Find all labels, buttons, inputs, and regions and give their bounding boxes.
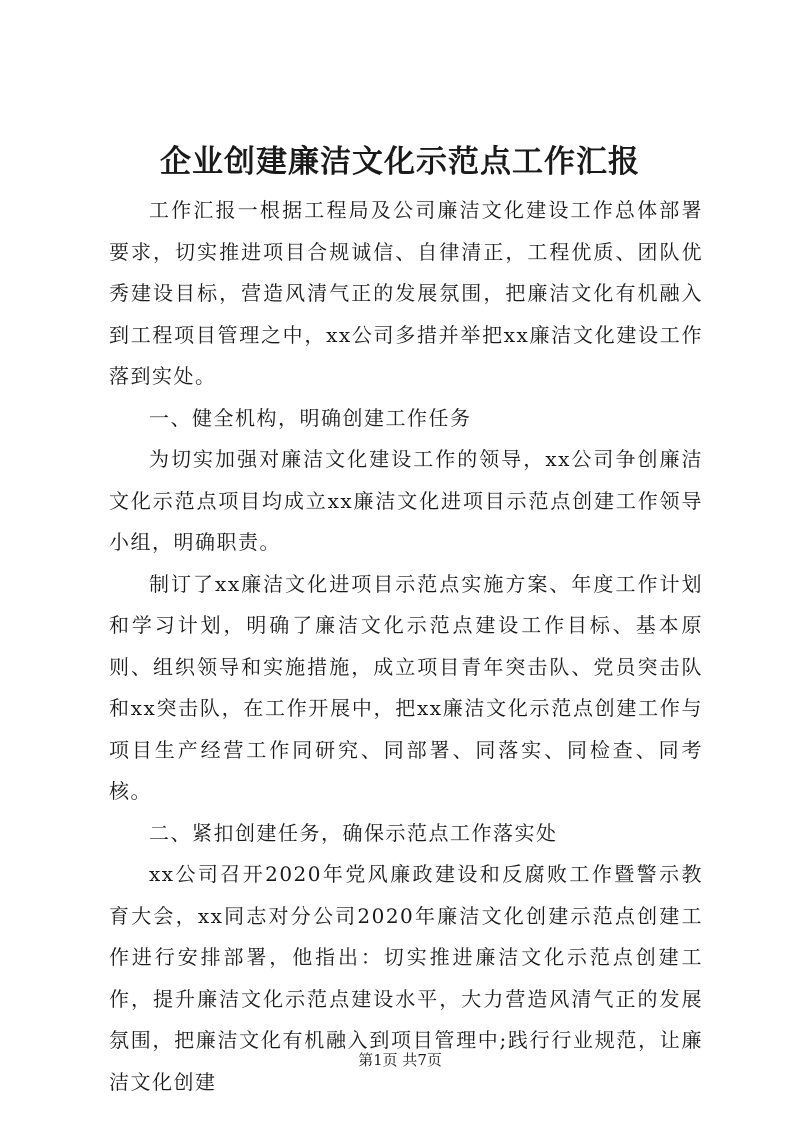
paragraph-intro: 工作汇报一根据工程局及公司廉洁文化建设工作总体部署要求，切实推进项目合规诚信、自律清正，工程优质、团队优秀建设目标，营造风清气正的发展氛围，把廉洁文化有机融入到工程项目管理之中，xx公司多措并举把xx廉洁文化建设工作落到实处。 — [109, 198, 703, 388]
document-title: 企业创建廉洁文化示范点工作汇报 — [160, 144, 640, 180]
page-number-footer: 第1页 共7页 — [358, 1051, 442, 1069]
paragraph: xx公司召开2020年党风廉政建设和反腐败工作暨警示教育大会，xx同志对分公司2020年廉洁文化创建示范点创建工作进行安排部署，他指出：切实推进廉洁文化示范点创建工作，提升廉洁文化示范点建设水平，大力营造风清气正的发展氛围，把廉洁文化有机融入到项目管理中;践行行业规范，让廉洁文化创建 — [109, 862, 703, 1094]
document-body — [109, 190, 703, 1103]
paragraph: 制订了xx廉洁文化进项目示范点实施方案、年度工作计划和学习计划，明确了廉洁文化示范点建设工作目标、基本原则、组织领导和实施措施，成立项目青年突击队、党员突击队和xx突击队，在工作开展中，把xx廉洁文化示范点创建工作与项目生产经营工作同研究、同部署、同落实、同检查、同考核。 — [109, 571, 703, 803]
paragraph: 为切实加强对廉洁文化建设工作的领导，xx公司争创廉洁文化示范点项目均成立xx廉洁文化进项目示范点创建工作领导小组，明确职责。 — [109, 447, 703, 554]
section-heading-2: 二、紧扣创建任务，确保示范点工作落实处 — [149, 820, 558, 845]
section-heading-1: 一、健全机构，明确创建工作任务 — [149, 405, 472, 430]
